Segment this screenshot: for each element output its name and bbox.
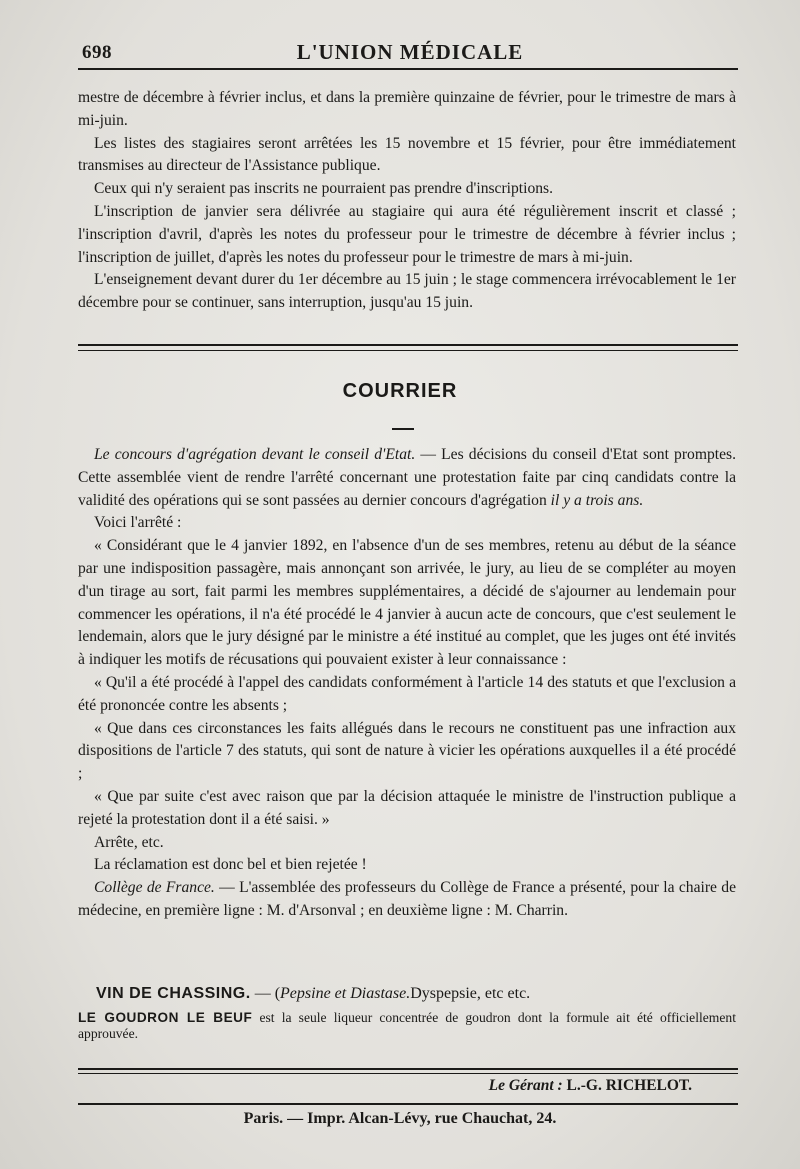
paragraph: L'enseignement devant durer du 1er décembre au 15 juin ; le stage commencera irrévocablement le 1er décembre pour se continuer, sans interruption, jusqu'au 15 juin. <box>78 271 736 312</box>
footer-rule-top <box>78 1068 738 1070</box>
paragraph: Arrête, etc. <box>94 833 164 851</box>
advert-title: VIN DE CHASSING. <box>96 985 251 1002</box>
section-heading: COURRIER <box>342 380 458 402</box>
paragraph-title: Collège de France. <box>94 879 215 897</box>
paragraph: Ceux qui n'y seraient pas inscrits ne pourraient pas prendre d'inscriptions. <box>94 180 554 198</box>
gerant-signature <box>489 1077 692 1095</box>
paragraph: « Considérant que le 4 janvier 1892, en l'absence d'un de ses membres, retenu au début de la séance par une indisposition passagère, mais annonçant son arrivée, le jury, au lieu de se compléter au moyen d'un tirage au sort, fait parmi les membres supplémentaires, a décidé de s'ajourner au lendemain pour commencer les opérations, il n'a été procédé le 4 janvier à aucun acte de concours, que c'est seulement le lendemain, alors que le jury désigné par le ministre a été institué au complet, que les juges ont été invités à indiquer les motifs de récusations qui pouvaient exister à leur connaissance : <box>78 537 736 669</box>
paragraph: L'inscription de janvier sera délivrée au stagiaire qui aura été régulièrement inscrit et classé ; l'inscription d'avril, d'après les notes du professeur pour le trimestre de décembre à février inclus ; l'inscription de juillet, d'après les notes du professeur pour le trimestre de mars à mi-juin. <box>78 202 736 266</box>
paragraph-text: — Les décisions du conseil d'Etat sont promptes. Cette assemblée vient de rendre l'arrêté concernant une protestation faite par cinq candidats contre la validité des opérations qui se sont passées au dernier concours d'agrégation <box>78 446 736 509</box>
footer-rule-bottom <box>78 1073 738 1074</box>
gerant-label: Le Gérant : <box>488 1077 563 1094</box>
header-rule <box>78 68 738 70</box>
paragraph: Les listes des stagiaires seront arrêtées les 15 novembre et 15 février, pour être immédiatement transmises au directeur de l'Assistance publique. <box>78 134 736 175</box>
paragraph-college <box>78 877 736 923</box>
page-header <box>82 38 738 68</box>
top-section <box>78 87 736 315</box>
advert-goudron <box>78 1010 736 1042</box>
section-divider-bottom <box>78 350 738 351</box>
advert-tail: Dyspepsie, etc etc. <box>410 985 531 1002</box>
paragraph-tail: il y a trois ans. <box>550 491 644 509</box>
paragraph: mestre de décembre à février inclus, et dans la première quinzaine de février, pour le trimestre de mars à mi-juin. <box>78 89 736 129</box>
advert-sep: — ( <box>250 985 281 1002</box>
gerant-name: L.-G. RICHELOT. <box>562 1077 692 1094</box>
paragraph-text: — L'assemblée des professeurs du Collège de France a présenté, pour la chaire de médecine, en première ligne : M. d'Arsonval ; en deuxième ligne : M. Charrin. <box>78 879 736 919</box>
advert-text: est la seule liqueur concentrée de goudron dont la formule ait été officiellement approuvée. <box>78 1010 736 1041</box>
printer-imprint: Paris. — Impr. Alcan-Lévy, rue Chauchat, 24. <box>243 1110 557 1127</box>
paragraph: « Qu'il a été procédé à l'appel des candidats conformément à l'article 14 des statuts et que l'exclusion a été prononcée contre les absents ; <box>78 673 736 714</box>
imprint-rule <box>78 1103 738 1105</box>
journal-title: L'UNION MÉDICALE <box>296 40 524 64</box>
paragraph: Voici l'arrêté : <box>94 514 182 532</box>
section-divider-top <box>78 344 738 346</box>
paragraph: La réclamation est donc bel et bien rejetée ! <box>94 856 367 874</box>
courrier-body <box>78 444 736 923</box>
page-number: 698 <box>82 42 112 63</box>
advert-vin <box>96 985 736 1003</box>
paragraph-agregation <box>78 444 736 512</box>
advert-title: LE GOUDRON LE BEUF <box>78 1010 253 1025</box>
paragraph: « Que par suite c'est avec raison que par la décision attaquée le ministre de l'instruction publique a rejeté la protestation dont il a été saisi. » <box>78 787 736 828</box>
heading-dash <box>392 428 414 430</box>
advert-italic: Pepsine et Diastase. <box>280 985 411 1002</box>
paragraph: « Que dans ces circonstances les faits allégués dans le recours ne constituent pas une infraction aux dispositions de l'article 7 des statuts, qui sont de nature à vicier les opérations auxquelles il a été procédé ; <box>78 719 736 783</box>
paragraph-title: Le concours d'agrégation devant le conseil d'Etat. <box>94 446 416 463</box>
